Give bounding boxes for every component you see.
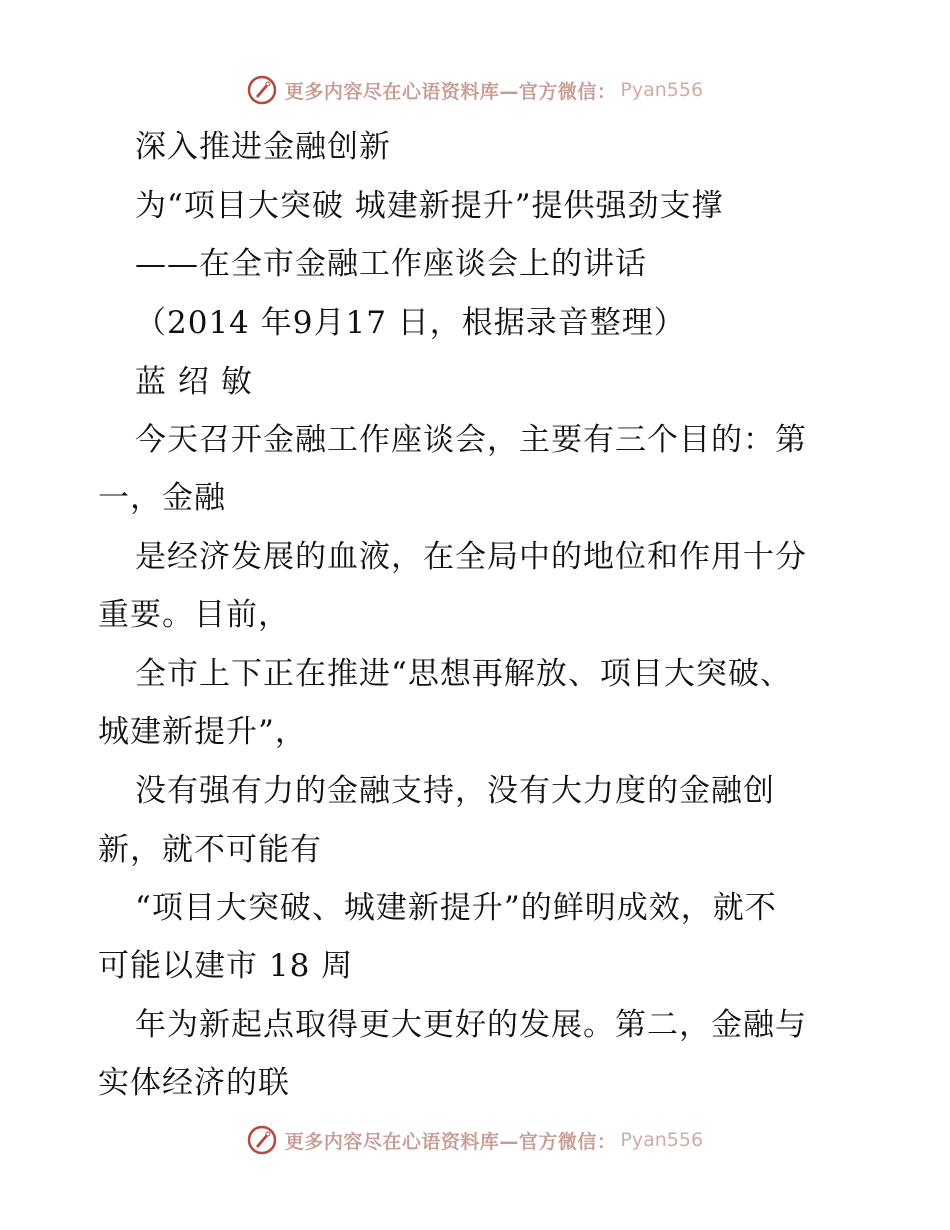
document-author: 蓝 绍 敏 — [135, 364, 253, 400]
watermark-handle: Pyan556 — [620, 79, 704, 101]
paragraph-line: 城建新提升”， — [98, 714, 307, 750]
paragraph-line: 一，金融 — [98, 480, 226, 516]
paragraph-line: 可能以建市 18 周 — [98, 948, 354, 984]
watermark-handle: Pyan556 — [620, 1129, 704, 1151]
paragraph-line: 全市上下正在推进“思想再解放、项目大突破、 — [135, 656, 792, 692]
seal-logo-icon — [247, 1125, 277, 1155]
watermark-text: 更多内容尽在心语资料库—官方微信： — [284, 1130, 617, 1153]
watermark-text: 更多内容尽在心语资料库—官方微信： — [284, 80, 617, 103]
watermark-header — [0, 70, 950, 110]
paragraph-line: 年为新起点取得更大更好的发展。第二，金融与 — [135, 1007, 807, 1043]
watermark-footer — [0, 1120, 950, 1160]
document-date-note: （2014 年9月17 日，根据录音整理） — [135, 305, 686, 341]
document-title: 深入推进金融创新 — [135, 129, 391, 165]
seal-logo-icon — [247, 75, 277, 105]
document-subtitle: 为“项目大突破 城建新提升”提供强劲支撑 — [135, 188, 724, 224]
paragraph-line: 今天召开金融工作座谈会，主要有三个目的：第 — [135, 422, 807, 458]
paragraph-line: 没有强有力的金融支持，没有大力度的金融创 — [135, 773, 775, 809]
paragraph-line: 重要。目前， — [98, 597, 290, 633]
paragraph-line: 实体经济的联 — [98, 1065, 290, 1101]
paragraph-line: 是经济发展的血液，在全局中的地位和作用十分 — [135, 539, 807, 575]
paragraph-line: 新，就不可能有 — [98, 832, 322, 868]
document-occasion: ——在全市金融工作座谈会上的讲话 — [135, 246, 647, 282]
paragraph-line: “项目大突破、城建新提升”的鲜明成效，就不 — [135, 890, 777, 926]
